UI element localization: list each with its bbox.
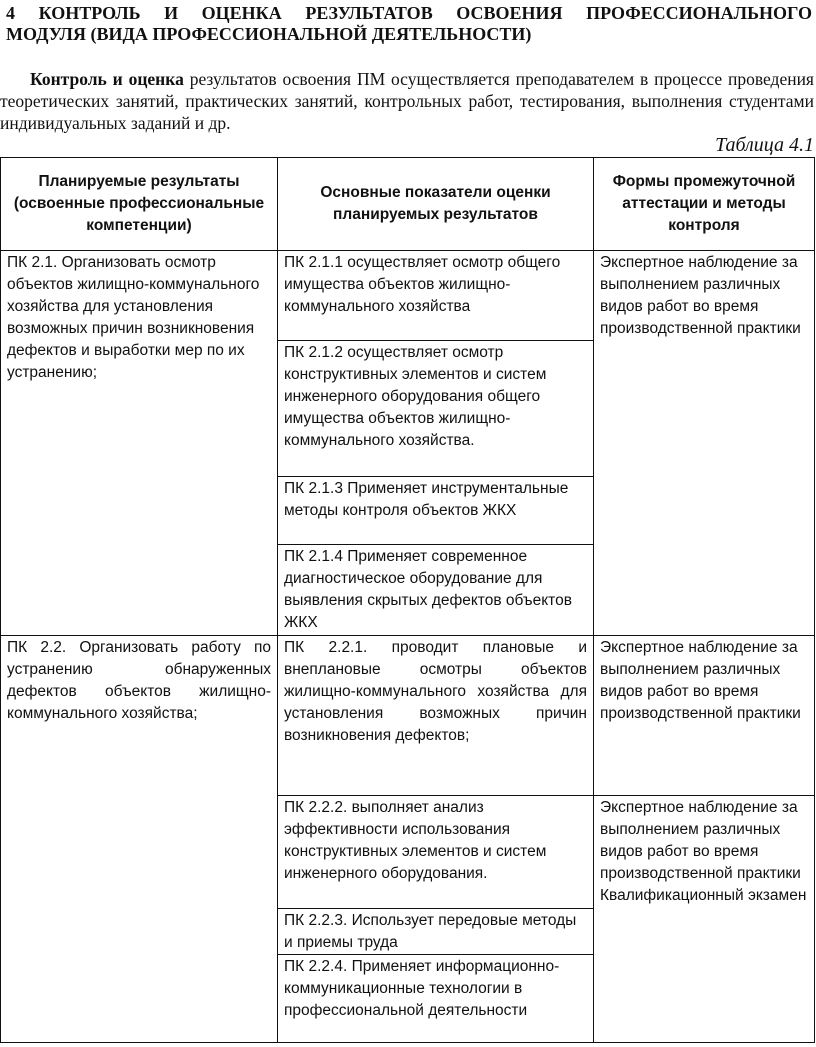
intro-paragraph [0,68,814,134]
indicator-pk221: ПК 2.2.1. проводит плановые и внеплановые осмотры объектов жилищно-коммунального хозяйства для установления возможных причин возникновения дефектов; [278,636,594,796]
indicator-pk224: ПК 2.2.4. Применяет информационно-коммуникационные технологии в профессиональной деятельности [278,955,594,1043]
section-heading-line-1: 4 КОНТРОЛЬ И ОЦЕНКА РЕЗУЛЬТАТОВ ОСВОЕНИЯ ПРОФЕССИОНАЛЬНОГО [6,3,812,23]
section-heading-line-2: МОДУЛЯ (ВИДА ПРОФЕССИОНАЛЬНОЙ ДЕЯТЕЛЬНОСТИ) [6,24,532,44]
table-row [1,636,815,796]
indicator-pk214: ПК 2.1.4 Применяет современное диагностическое оборудование для выявления скрытых дефектов объектов ЖКХ [278,545,594,636]
table-row [1,251,815,341]
header-indicators: Основные показатели оценки планируемых результатов [278,158,594,251]
indicator-pk223: ПК 2.2.3. Использует передовые методы и приемы труда [278,909,594,955]
section-heading [6,3,812,45]
table-header-row [1,158,815,251]
indicator-pk213: ПК 2.1.3 Применяет инструментальные методы контроля объектов ЖКХ [278,477,594,545]
control-pk22-second [594,796,815,1043]
competence-pk21: ПК 2.1. Организовать осмотр объектов жилищно-коммунального хозяйства для установления возможных причин возникновения дефектов и выработки мер по их устранению; [1,251,278,636]
table-caption: Таблица 4.1 [715,134,814,156]
indicator-pk222: ПК 2.2.2. выполняет анализ эффективности использования конструктивных элементов и систем инженерного оборудования. [278,796,594,909]
results-table [0,157,815,1043]
intro-bold-term: Контроль и оценка [30,69,184,89]
indicator-pk211: ПК 2.1.1 осуществляет осмотр общего имущества объектов жилищно-коммунального хозяйства [278,251,594,341]
header-control-forms: Формы промежуточной аттестации и методы контроля [594,158,815,251]
control-pk22-first: Экспертное наблюдение за выполнением различных видов работ во время производственной практики [594,636,815,796]
control-pk22-second-text: Экспертное наблюдение за выполнением различных видов работ во время производственной практики [600,799,801,882]
competence-pk22: ПК 2.2. Организовать работу по устранению обнаруженных дефектов объектов жилищно-коммунального хозяйства; [1,636,278,1043]
intro-text: результатов освоения ПМ осуществляется преподавателем в процессе проведения теоретических занятий, практических занятий, контрольных работ, тестирования, выполнения студентами индивидуальных заданий и др. [0,69,814,133]
control-pk21: Экспертное наблюдение за выполнением различных видов работ во время производственной практики [594,251,815,636]
indicator-pk212: ПК 2.1.2 осуществляет осмотр конструктивных элементов и систем инженерного оборудования общего имущества объектов жилищно-коммунального хозяйства. [278,341,594,477]
header-planned-results: Планируемые результаты (освоенные профессиональные компетенции) [1,158,278,251]
control-pk22-exam: Квалификационный экзамен [600,887,807,904]
